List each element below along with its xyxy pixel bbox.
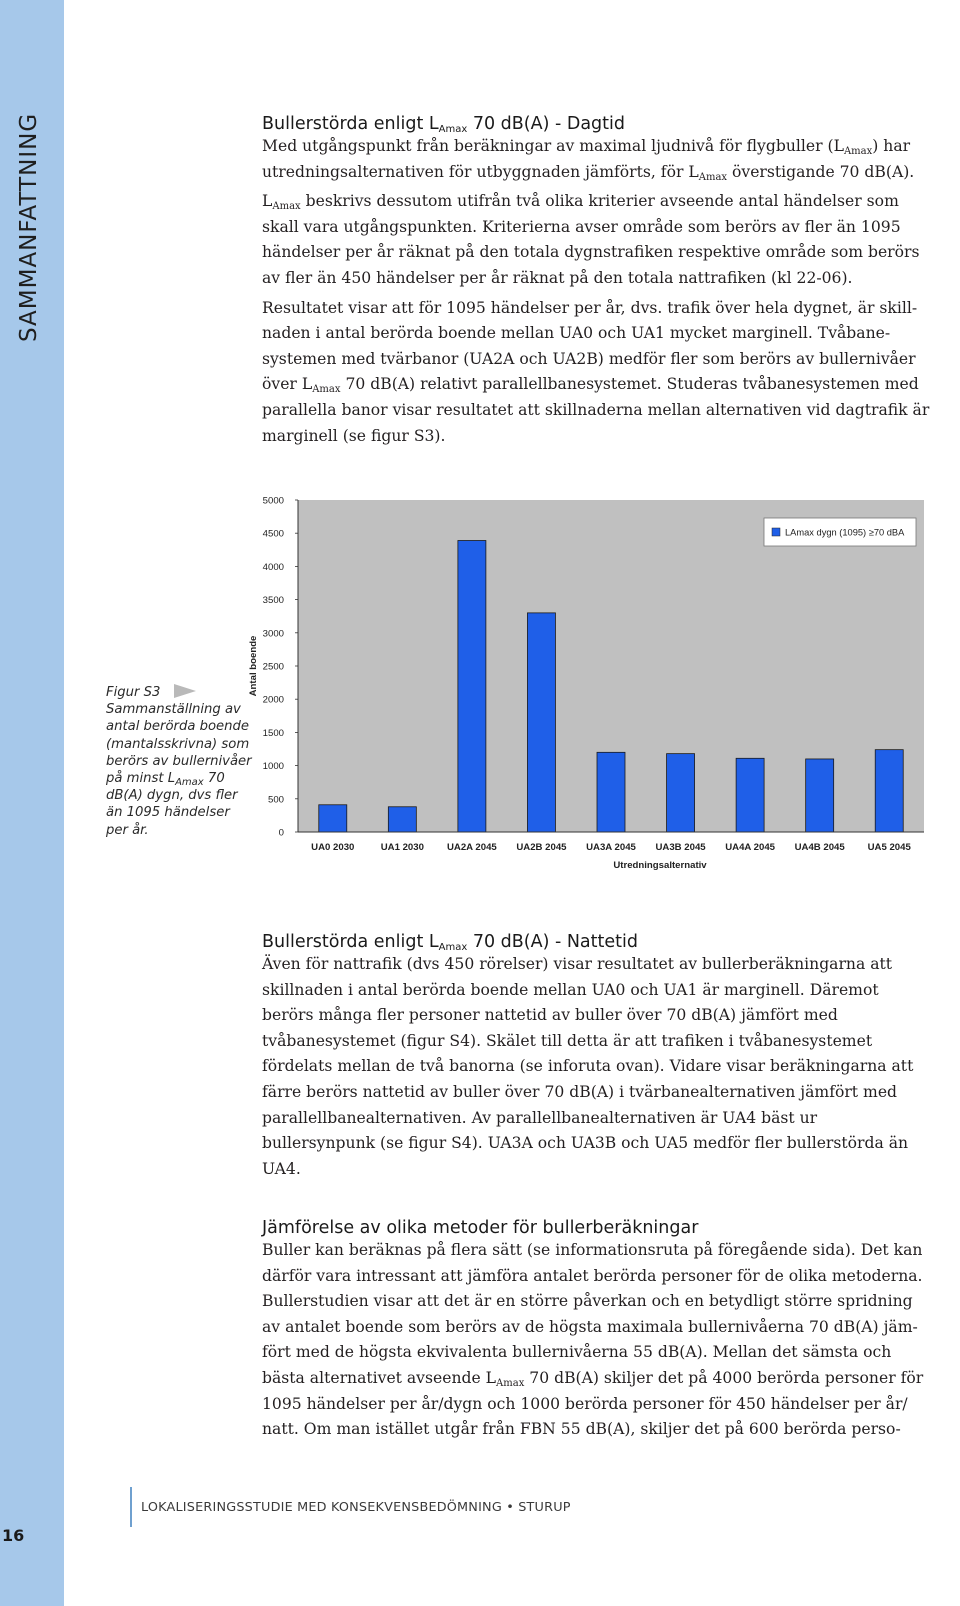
figure-caption (106, 684, 254, 839)
legend-label: LAmax dygn (1095) ≥70 dBA (785, 527, 905, 538)
section-heading-metoder: Jämförelse av olika metoder för bullerberäkningar (262, 1218, 699, 1238)
x-tick-label: UA3A 2045 (586, 842, 636, 853)
figure-caption-title: Figur S3 (106, 684, 254, 701)
y-tick-label: 2500 (262, 661, 284, 673)
figure-caption-text: Sammanställning av antal berörda boende (mantalsskrivna) som berörs av bullernivåer på minst $L_{Amax}$ 70 dB(A) dygn, dvs fler än 1095 händelser per år. (106, 702, 252, 838)
y-tick-label: 4500 (262, 528, 284, 540)
page-number: 16 (2, 1526, 25, 1545)
bar (597, 752, 625, 832)
y-axis-label: Antal boende (248, 635, 259, 697)
y-tick-label: 500 (267, 794, 284, 806)
bar (527, 613, 555, 832)
section-label: SAMMANFATTNING (16, 112, 42, 342)
x-axis-ticks (311, 842, 911, 853)
bar (736, 758, 764, 832)
y-tick-label: 3000 (262, 628, 284, 640)
sidebar-band (0, 0, 64, 1606)
x-tick-label: UA1 2030 (380, 842, 424, 853)
paragraph-criteria: $L_{Amax}$ beskrivs dessutom utifrån två olika kriterier avseende antal händelser som skall vara utgångspunkten. Kriterierna avser område som berörs av fler än 1095 händelser per år räknat på den totala dygnstrafiken respektive område som berörs av fler än 450 händelser per år räknat på den totala nattrafiken (kl 22-06). (262, 192, 920, 287)
section-dagtid (262, 114, 934, 449)
footer-divider (130, 1487, 132, 1527)
section-heading-nattetid: Bullerstörda enligt $L_{Amax}$ 70 dB(A) - Nattetid (262, 932, 638, 953)
x-tick-label: UA2A 2045 (446, 842, 497, 853)
y-tick-label: 1000 (262, 761, 284, 773)
paragraph-intro: Med utgångspunkt från beräkningar av maximal ljudnivå för flygbuller $(L_{Amax})$ har utredningsalternativen för utbyggnaden jämförts, för $L_{Amax}$ överstigande 70 dB(A). (262, 137, 915, 183)
bar (458, 541, 486, 832)
y-tick-label: 5000 (262, 495, 284, 507)
y-axis-ticks (263, 496, 298, 839)
chart-legend (764, 518, 916, 546)
x-tick-label: UA5 2045 (867, 842, 911, 853)
y-tick-label: 2000 (262, 694, 284, 706)
bar (319, 805, 347, 832)
bar-chart (240, 490, 940, 876)
section-nattetid (262, 932, 934, 1182)
x-tick-label: UA4A 2045 (725, 842, 776, 853)
y-tick-label: 4000 (262, 561, 284, 573)
x-axis-label: Utredningsalternativ (613, 860, 707, 871)
legend-swatch (772, 528, 780, 536)
x-tick-label: UA0 2030 (311, 842, 355, 853)
bar (806, 759, 834, 832)
paragraph-metoder: Buller kan beräknas på flera sätt (se informationsruta på föregående sida). Det kan därför vara intressant att jämföra antalet berörda personer för de olika metoderna. Bullerstudien visar att det är en större påverkan och en betydligt större spridning av antalet boende som berörs av de högsta maximala bullernivåerna 70 dB(A) jämfört med de högsta ekvivalenta bullernivåerna 55 dB(A). Mellan det sämsta och bästa alternativet avseende $L_{Amax}$ 70 dB(A) skiljer det på 4000 berörda personer för 1095 händelser per år/dygn och 1000 berörda personer för 450 händelser per år/ natt. Om man istället utgår från FBN 55 dB(A), skiljer det på 600 berörda perso- (262, 1241, 924, 1439)
paragraph-result: Resultatet visar att för 1095 händelser per år, dvs. trafik över hela dygnet, är skillnaden i antal berörda boende mellan UA0 och UA1 mycket marginell. Tvåbanesystemen med tvärbanor (UA2A och UA2B) medför fler som berörs av bullernivåer över $L_{Amax}$ 70 dB(A) relativt parallellbanesystemet. Studeras tvåbanesystemen med parallella banor visar resultatet att skillnaderna mellan alternativen vid dagtrafik är marginell (se figur S3). (262, 298, 930, 445)
paragraph-nattetid: Även för nattrafik (dvs 450 rörelser) visar resultatet av bullerberäkningarna att skillnaden i antal berörda boende mellan UA0 och UA1 är marginell. Däremot berörs många fler personer nattetid av buller över 70 dB(A) jämfört med tvåbanesystemet (figur S4). Skälet till detta är att trafiken i tvåbanesystemet fördelats mellan de två banorna (se inforuta ovan). Vidare visar beräkningarna att färre berörs nattetid av buller över 70 dB(A) i tvärbanealternativen jämfört med parallellbanealternativen. Av parallellbanealternativen är UA4 bäst ur bullersynpunk (se figur S4). UA3A och UA3B och UA5 medför fler bullerstörda än UA4. (262, 955, 914, 1178)
y-tick-label: 1500 (262, 727, 284, 739)
bar (388, 807, 416, 832)
y-tick-label: 0 (278, 827, 284, 839)
triangle-arrow-icon (174, 684, 196, 698)
x-tick-label: UA2B 2045 (516, 842, 567, 853)
section-metoder (262, 1218, 934, 1443)
bar (667, 754, 695, 832)
bar (875, 750, 903, 832)
footer-text: LOKALISERINGSSTUDIE MED KONSEKVENSBEDÖMNING • STURUP (141, 1500, 571, 1515)
x-tick-label: UA4B 2045 (794, 842, 845, 853)
section-heading-dagtid: Bullerstörda enligt $L_{Amax}$ 70 dB(A) - Dagtid (262, 114, 625, 135)
y-tick-label: 3500 (262, 595, 284, 607)
x-tick-label: UA3B 2045 (655, 842, 706, 853)
